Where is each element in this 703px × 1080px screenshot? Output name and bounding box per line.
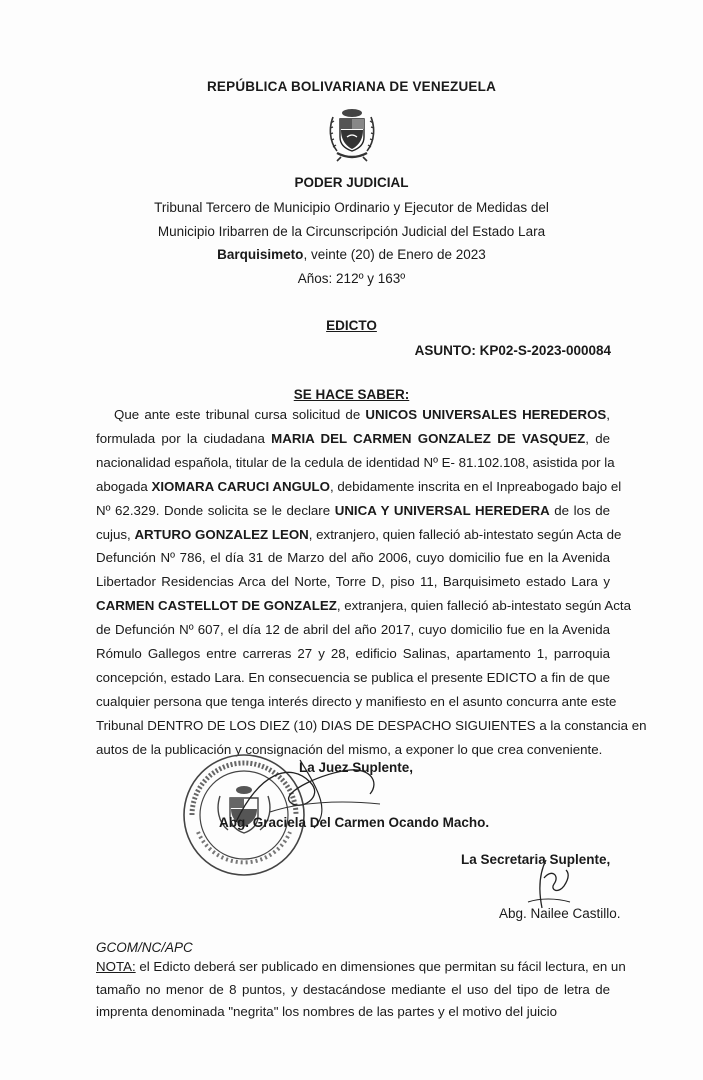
court-name-line-2: Municipio Iribarren de la Circunscripción Judicial del Estado Lara — [157, 224, 546, 239]
body-line: Que ante este tribunal cursa solicitud de UNICOS UNIVERSALES HEREDEROS, — [114, 407, 610, 422]
note-label: NOTA: — [96, 959, 136, 974]
judicial-power-heading: PODER JUDICIAL — [294, 175, 409, 190]
note-line: imprenta denominada "negrita" los nombres de las partes y el motivo del juicio — [96, 1004, 558, 1019]
body-line: cujus, ARTURO GONZALEZ LEON, extranjero, quien falleció ab-intestato según Acta de — [96, 526, 622, 542]
place-and-date — [0, 247, 703, 262]
body-line: Rómulo Gallegos entre carreras 27 y 28, edificio Salinas, apartamento 1, parroquia — [96, 646, 610, 662]
body-line: autos de la publicación y consignación del mismo, a exponer lo que crea conveniente. — [96, 741, 603, 757]
secretary-name: Abg. Nailee Castillo. — [499, 906, 621, 921]
years-line: Años: 212º y 163º — [297, 271, 406, 286]
document-title: EDICTO — [326, 318, 377, 333]
publication-note — [96, 956, 626, 1024]
case-number: ASUNTO: KP02-S-2023-000084 — [414, 343, 611, 358]
body-line: formulada por la ciudadana MARIA DEL CARMEN GONZALEZ DE VASQUEZ, de — [96, 430, 610, 446]
note-line: tamaño no menor de 8 puntos, y destacándose mediante el uso del tipo de letra de — [96, 981, 610, 997]
body-line: Tribunal DENTRO DE LOS DIEZ (10) DIAS DE DESPACHO SIGUIENTES a la constancia en — [96, 717, 647, 733]
body-line: concepción, estado Lara. En consecuencia se publica el presente EDICTO a fin de que — [96, 669, 610, 685]
notice-heading: SE HACE SABER: — [293, 387, 410, 402]
body-line: Defunción Nº 786, el día 31 de Marzo del año 2006, cuyo domicilio fue en la Avenida — [96, 550, 610, 566]
body-line: CARMEN CASTELLOT DE GONZALEZ, extranjera, quien falleció ab-intestato según Acta — [96, 598, 632, 614]
court-name-line-1: Tribunal Tercero de Municipio Ordinario y Ejecutor de Medidas del — [154, 200, 549, 215]
judge-name: Abg. Graciela Del Carmen Ocando Macho. — [219, 815, 490, 830]
secretary-signature — [516, 858, 576, 912]
body-line: Libertador Residencias Arca del Norte, Torre D, piso 11, Barquisimeto estado Lara y — [96, 574, 610, 590]
body-line: abogada XIOMARA CARUCI ANGULO, debidamente inscrita en el Inpreabogado bajo el — [96, 478, 622, 494]
judge-title: La Juez Suplente, — [299, 760, 414, 775]
date-text: , veinte (20) de Enero de 2023 — [303, 247, 486, 262]
republic-heading: REPÚBLICA BOLIVARIANA DE VENEZUELA — [206, 79, 497, 94]
city-name: Barquisimeto — [217, 247, 304, 262]
body-line: nacionalidad española, titular de la cedula de identidad Nº E- 81.102.108, asistida por la — [96, 454, 615, 470]
body-line: de Defunción Nº 607, el día 12 de abril del año 2017, cuyo domicilio fue en la Avenida — [96, 622, 610, 638]
coat-of-arms-emblem — [327, 107, 377, 165]
note-line: NOTA: el Edicto deberá ser publicado en dimensiones que permitan su fácil lectura, en un — [96, 959, 626, 974]
secretary-title: La Secretaria Suplente, — [461, 852, 611, 867]
edict-body — [96, 403, 647, 762]
body-line: cualquier persona que tenga interés directo y manifiesto en el asunto concurra ante este — [96, 693, 617, 709]
body-line: Nº 62.329. Donde solicita se le declare UNICA Y UNIVERSAL HEREDERA de los de — [96, 502, 610, 518]
initials-reference: GCOM/NC/APC — [96, 940, 193, 955]
